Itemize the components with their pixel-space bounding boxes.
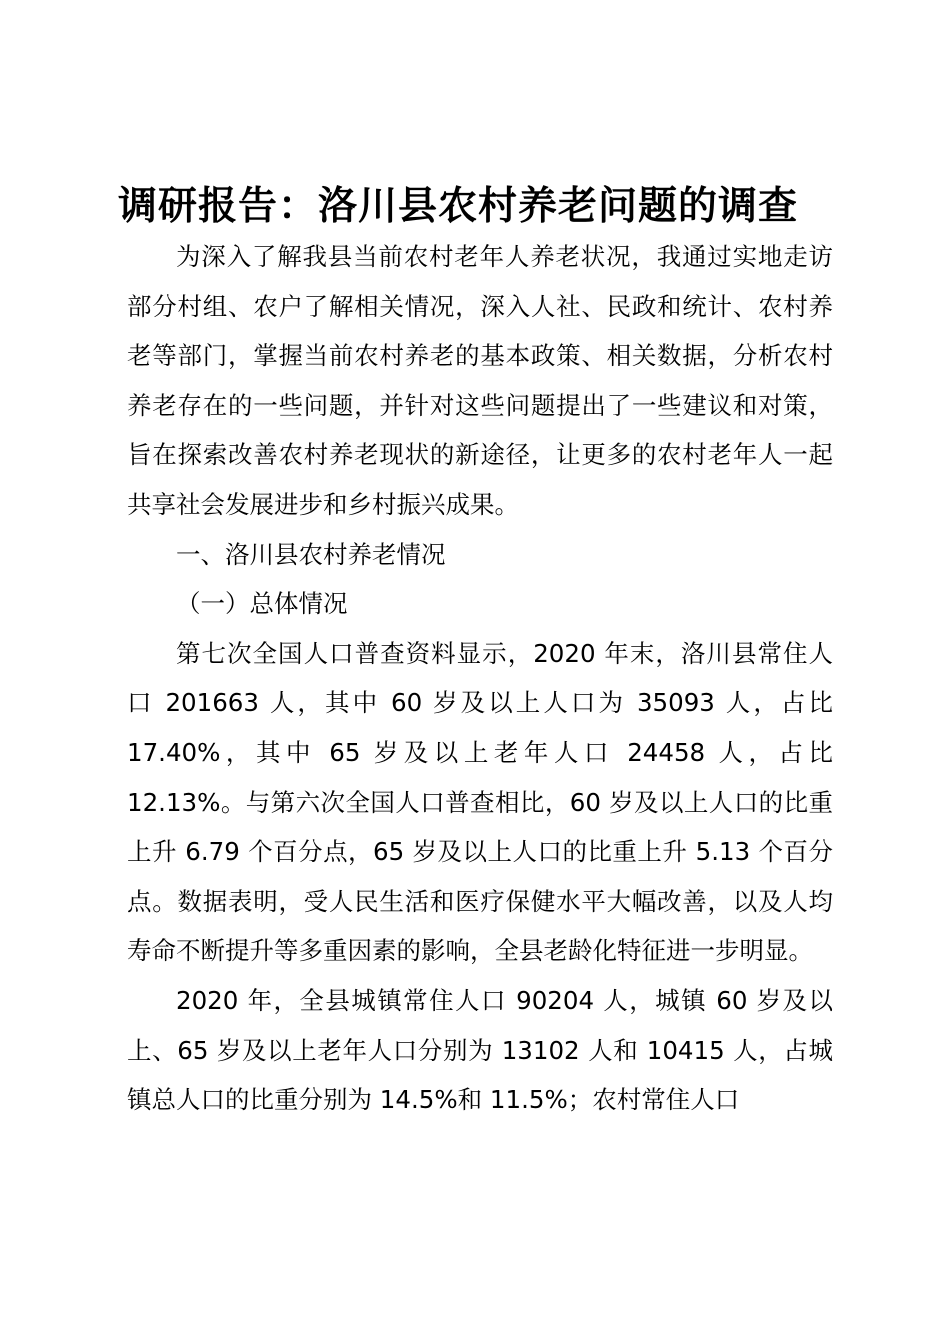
document-title: 调研报告：洛川县农村养老问题的调查 — [118, 183, 799, 229]
intro-paragraph: 为深入了解我县当前农村老年人养老状况，我通过实地走访部分村组、农户了解相关情况，深入人社、民政和统计、农村养老等部门，掌握当前农村养老的基本政策、相关数据，分析农村养老存在的一些问题，并针对这些问题提出了一些建议和对策，旨在探索改善农村养老现状的新途径，让更多的农村老年人一起共享社会发展进步和乡村振兴成果。 — [127, 242, 833, 519]
section-heading: 一、洛川县农村养老情况 — [176, 539, 446, 569]
census-paragraph: 第七次全国人口普查资料显示，2020 年末，洛川县常住人口 201663 人，其中 60 岁及以上人口为 35093 人，占比 17.40%，其中 65 岁及以上老年人口 24458 人，占比 12.13%。与第六次全国人口普查相比，60 岁及以上人口的比重上升 6.79 个百分点，65 岁及以上人口的比重上升 5.13 个百分点。数据表明，受人民生活和医疗保健水平大幅改善，以及人均寿命不断提升等多重因素的影响，全县老龄化特征进一步明显。 — [127, 638, 833, 966]
urban-rural-paragraph: 2020 年，全县城镇常住人口 90204 人，城镇 60 岁及以上、65 岁及以上老年人口分别为 13102 人和 10415 人，占城镇总人口的比重分别为 14.5%和 11.5%；农村常住人口 — [127, 985, 833, 1115]
subsection-heading: （一）总体情况 — [176, 589, 348, 619]
document-body — [127, 232, 833, 1125]
